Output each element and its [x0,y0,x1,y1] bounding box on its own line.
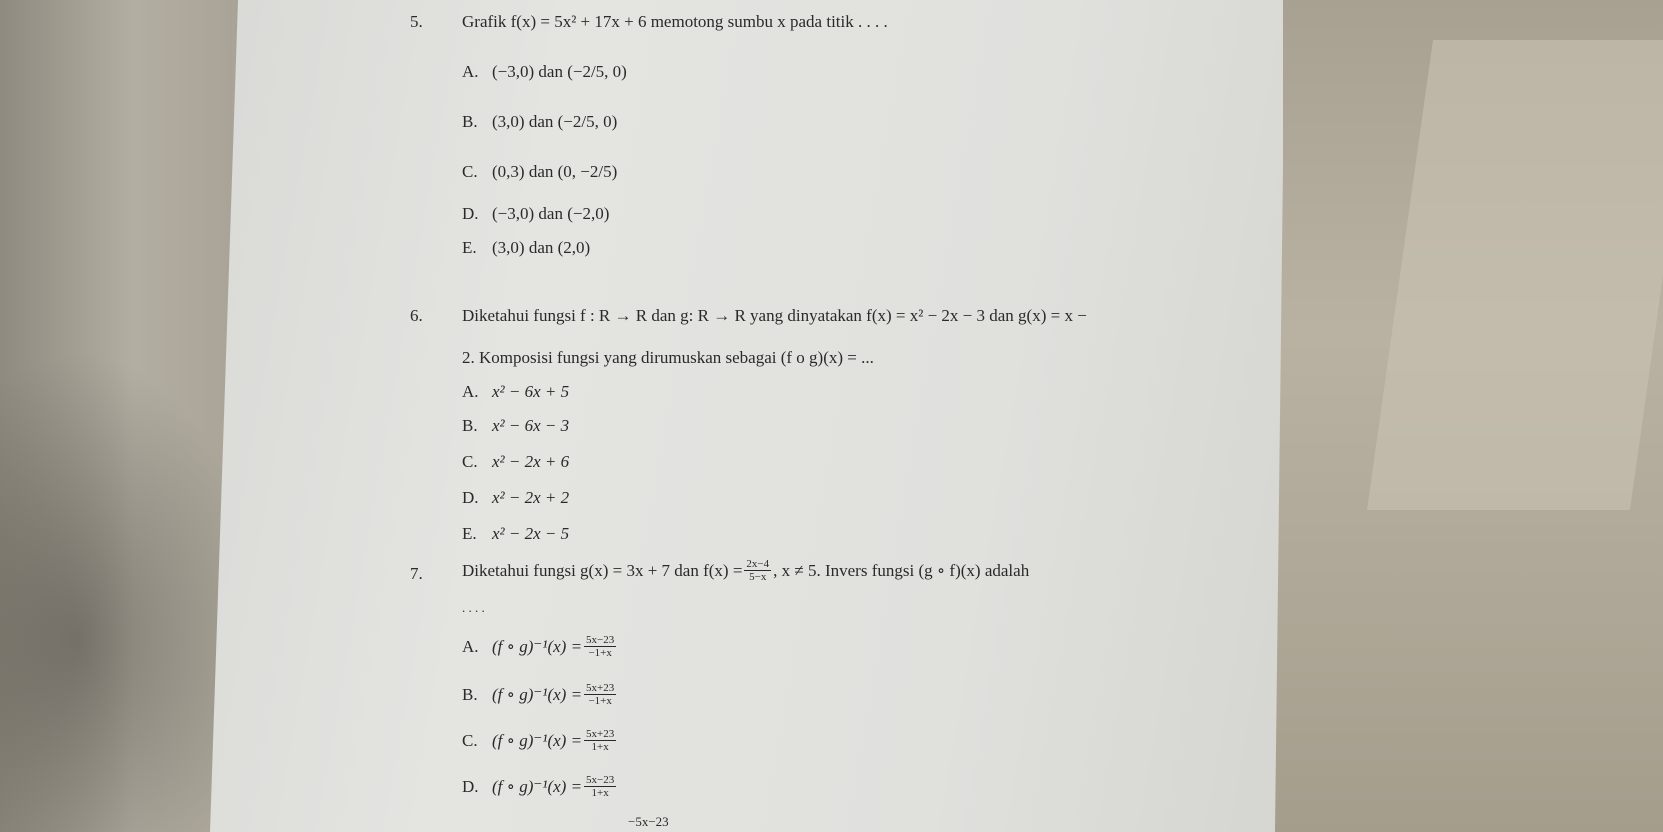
question-7-cutoff-text: −5x−23 [628,814,669,829]
question-6-number: 6. [410,306,423,325]
option-label: A. [462,382,479,401]
option-label: A. [462,636,479,656]
option-text: x² − 2x + 6 [492,452,570,471]
question-7-text-post: , x ≠ 5. Invers fungsi (g ∘ f)(x) adalah [773,560,1030,580]
question-6-option-a [462,382,569,402]
question-5-option-e [462,238,590,258]
option-text: x² − 6x − 3 [492,416,570,435]
question-6-option-c [462,452,569,472]
question-7-option-b [462,682,618,707]
fraction-numerator: 5x−23 [586,774,615,786]
question-5-option-a [462,62,627,82]
option-text: (3,0) dan (2,0) [492,238,591,257]
option-prefix: (f ∘ g)⁻¹(x) = [492,684,583,704]
option-fraction [584,728,616,753]
option-label: C. [462,730,478,750]
question-7-number: 7. [410,564,423,583]
option-label: C. [462,452,478,471]
option-fraction [584,682,616,707]
option-label: D. [462,488,479,507]
option-fraction [584,634,616,659]
option-text: x² − 2x + 2 [492,488,570,507]
fraction-denominator: 1+x [591,787,609,799]
question-6-option-d [462,488,569,508]
option-text: (−3,0) dan (−2/5, 0) [492,62,627,81]
question-6-option-e [462,524,569,544]
question-7-text-line2: . . . . [462,600,485,615]
option-label: C. [462,162,478,181]
option-label: D. [462,776,479,796]
question-7-text [462,558,1029,583]
question-5-option-c [462,162,617,182]
option-label: A. [462,62,479,81]
question-5-option-b [462,112,617,132]
option-text: (−3,0) dan (−2,0) [492,204,610,223]
question-6-text-line2: 2. Komposisi fungsi yang dirumuskan sebagai (f o g)(x) = ... [462,348,874,367]
option-prefix: (f ∘ g)⁻¹(x) = [492,636,583,656]
fraction-numerator: 5x−23 [586,634,615,646]
fraction-numerator: 5x+23 [586,728,615,740]
option-prefix: (f ∘ g)⁻¹(x) = [492,776,583,796]
question-5-number: 5. [410,12,423,31]
fraction-denominator: −1+x [588,695,612,707]
option-text: (3,0) dan (−2/5, 0) [492,112,618,131]
option-text: x² − 6x + 5 [492,382,570,401]
option-text: x² − 2x − 5 [492,524,570,543]
option-label: D. [462,204,479,223]
option-fraction [584,774,616,799]
question-7-option-d [462,774,618,799]
fraction-numerator: 2x−4 [746,558,770,570]
question-6-text-line1: Diketahui fungsi f : R → R dan g: R → R yang dinyatakan f(x) = x² − 2x − 3 dan g(x) = x − [462,306,1087,325]
question-7-option-a [462,634,618,659]
option-label: B. [462,684,478,704]
fraction-numerator: 5x+23 [586,682,615,694]
option-prefix: (f ∘ g)⁻¹(x) = [492,730,583,750]
question-7-option-c [462,728,618,753]
option-label: E. [462,238,477,257]
option-label: E. [462,524,477,543]
fraction-denominator: −1+x [588,647,612,659]
question-7-text-pre: Diketahui fungsi g(x) = 3x + 7 dan f(x) = [462,560,743,580]
fraction-denominator: 5−x [749,571,767,583]
question-6-option-b [462,416,569,436]
option-label: B. [462,112,478,131]
question-5-text: Grafik f(x) = 5x² + 17x + 6 memotong sumbu x pada titik . . . . [462,12,888,31]
option-text: (0,3) dan (0, −2/5) [492,162,618,181]
fraction-denominator: 1+x [591,741,609,753]
question-5-option-d [462,204,609,224]
question-7-fraction [744,558,771,583]
option-label: B. [462,416,478,435]
